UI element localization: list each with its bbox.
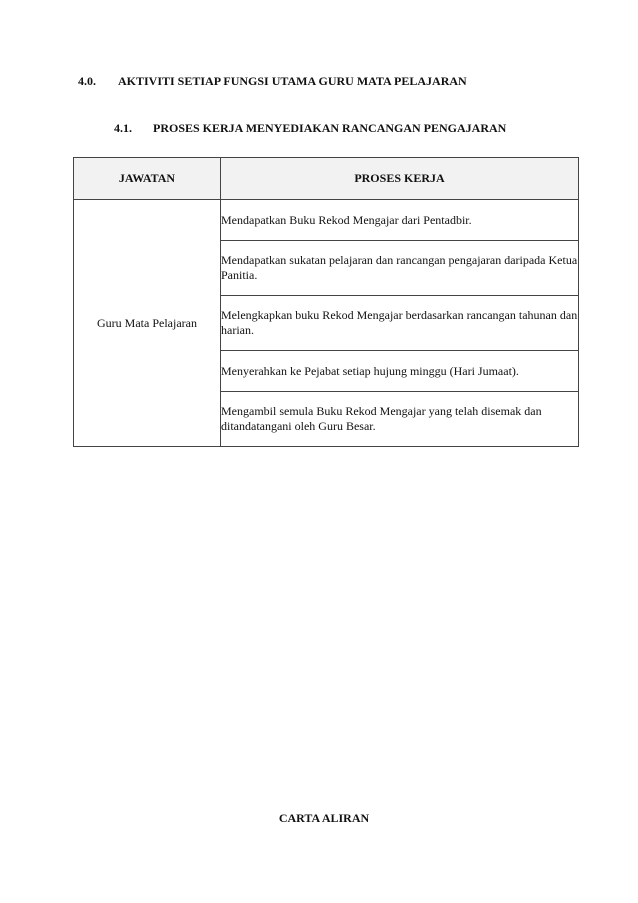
header-proses-kerja: PROSES KERJA <box>221 158 579 200</box>
table-header-row <box>74 158 579 200</box>
process-step: Mendapatkan Buku Rekod Mengajar dari Pentadbir. <box>221 200 579 241</box>
process-step: Mendapatkan sukatan pelajaran dan rancangan pengajaran daripada Ketua Panitia. <box>221 241 579 296</box>
section-title: AKTIVITI SETIAP FUNGSI UTAMA GURU MATA PELAJARAN <box>118 74 467 88</box>
subsection-title: PROSES KERJA MENYEDIAKAN RANCANGAN PENGAJARAN <box>153 121 507 135</box>
flowchart-title-text: CARTA ALIRAN <box>278 811 370 825</box>
table-row <box>74 200 579 241</box>
section-number: 4.0. <box>78 74 96 88</box>
process-table <box>73 157 579 447</box>
header-jawatan: JAWATAN <box>74 158 221 200</box>
flowchart-title <box>0 811 638 826</box>
process-step: Mengambil semula Buku Rekod Mengajar yang telah disemak dan ditandatangani oleh Guru Besar. <box>221 392 579 447</box>
process-step: Menyerahkan ke Pejabat setiap hujung minggu (Hari Jumaat). <box>221 351 579 392</box>
process-step: Melengkapkan buku Rekod Mengajar berdasarkan rancangan tahunan dan harian. <box>221 296 579 351</box>
jawatan-cell: Guru Mata Pelajaran <box>74 200 221 447</box>
subsection-number: 4.1. <box>114 121 132 135</box>
